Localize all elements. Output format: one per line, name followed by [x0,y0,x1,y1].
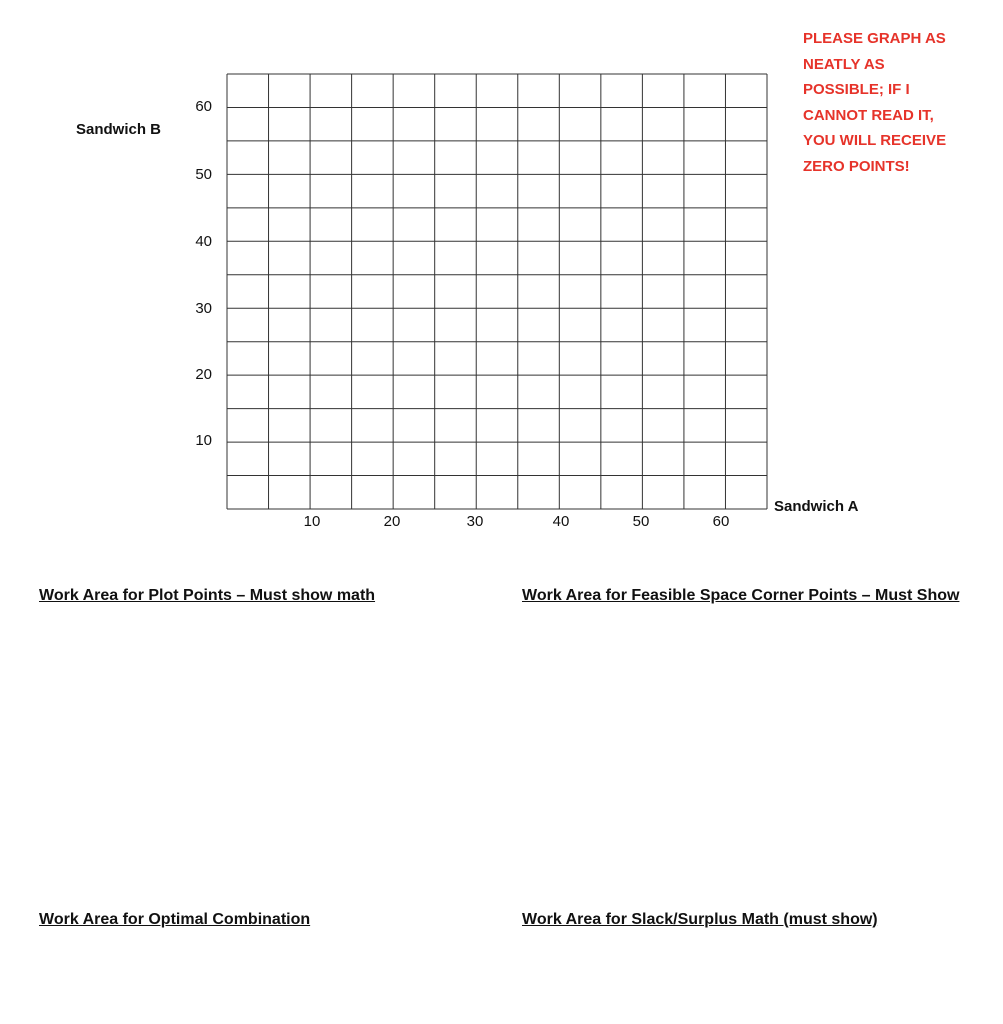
x-tick-label: 60 [712,513,730,530]
x-tick-label: 50 [632,513,650,530]
y-tick-label: 50 [195,166,212,183]
y-tick-label: 20 [195,366,212,383]
optimal-combination-heading: Work Area for Optimal Combination [39,911,311,928]
corner-points-heading: Work Area for Feasible Space Corner Points – Must Show [522,587,960,604]
y-tick-label: 10 [195,432,212,449]
notice-line: YOU WILL RECEIVE [803,132,947,149]
x-tick-label: 10 [303,513,321,530]
x-tick-label: 20 [383,513,401,530]
plot-points-heading: Work Area for Plot Points – Must show math [39,587,376,604]
x-tick-label: 40 [552,513,570,530]
slack-surplus-heading: Work Area for Slack/Surplus Math (must show) [522,911,878,928]
notice-line: CANNOT READ IT, [803,106,934,124]
neatness-notice [803,26,993,179]
y-tick-label: 40 [195,233,212,250]
y-tick-label: 30 [195,300,212,317]
y-tick-label: 60 [195,98,212,115]
notice-line: ZERO POINTS! [803,157,910,175]
x-tick-label: 30 [466,513,484,530]
x-axis-title: Sandwich A [774,498,859,515]
y-axis-title: Sandwich B [76,121,162,138]
notice-line: POSSIBLE; IF I [803,81,910,98]
notice-line: NEATLY AS [803,55,885,73]
notice-line: PLEASE GRAPH AS [803,30,946,47]
graph-grid[interactable] [226,73,768,510]
